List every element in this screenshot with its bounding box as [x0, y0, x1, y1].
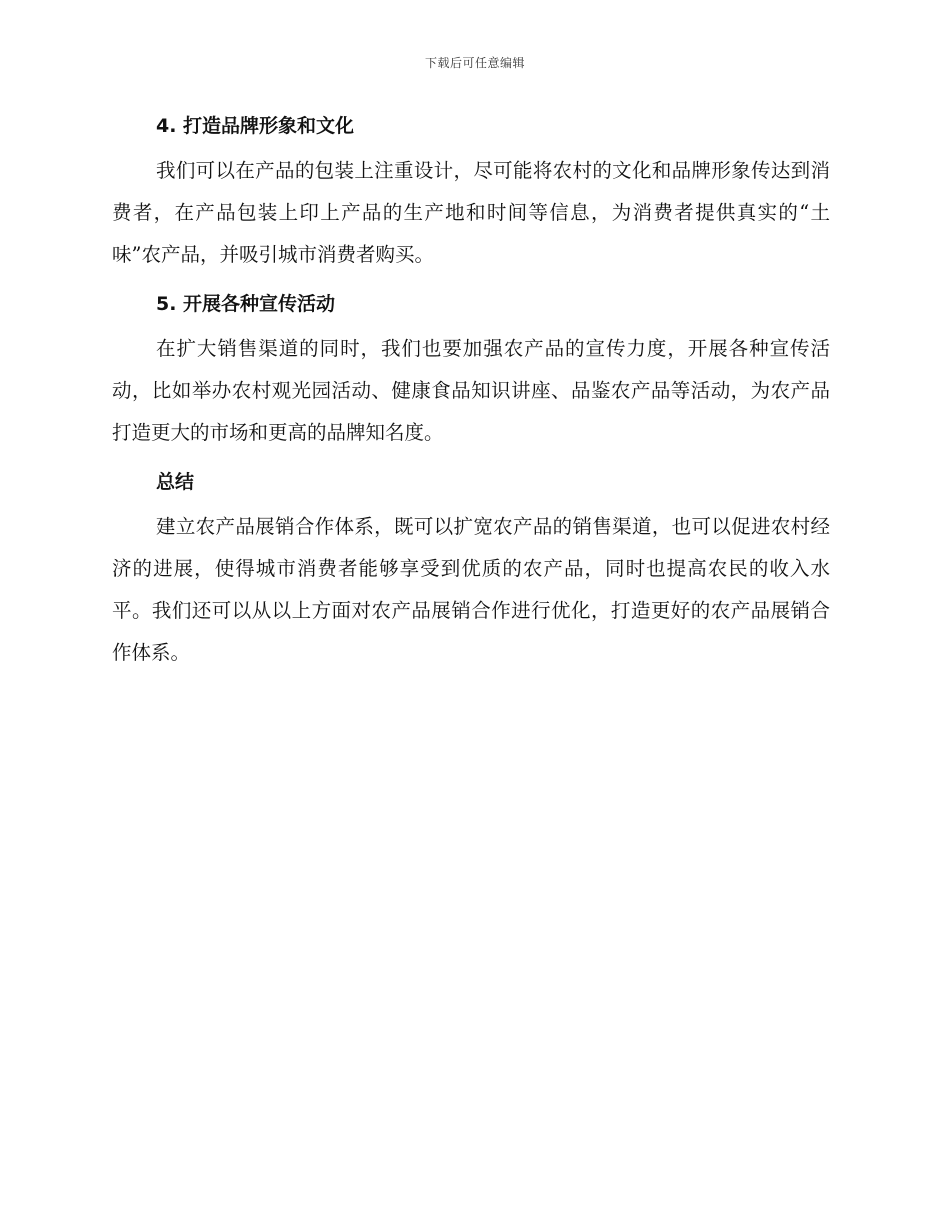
- section-summary: [112, 464, 830, 674]
- section-promotion: [112, 286, 830, 454]
- section-heading: 4. 打造品牌形象和文化: [156, 115, 355, 137]
- section-paragraph: 在扩大销售渠道的同时，我们也要加强农产品的宣传力度，开展各种宣传活动，比如举办农村观光园活动、健康食品知识讲座、品鉴农产品等活动，为农产品打造更大的市场和更高的品牌知名度。: [112, 337, 830, 444]
- section-heading: 5. 开展各种宣传活动: [156, 293, 336, 315]
- section-paragraph: 我们可以在产品的包装上注重设计，尽可能将农村的文化和品牌形象传达到消费者，在产品包装上印上产品的生产地和时间等信息，为消费者提供真实的“土味”农产品，并吸引城市消费者购买。: [112, 159, 830, 266]
- section-brand-culture: [112, 108, 830, 276]
- document-body: [112, 108, 830, 684]
- section-paragraph: 建立农产品展销合作体系，既可以扩宽农产品的销售渠道，也可以促进农村经济的进展，使得城市消费者能够享受到优质的农产品，同时也提高农民的收入水平。我们还可以从以上方面对农产品展销合作进行优化，打造更好的农产品展销合作体系。: [112, 515, 830, 664]
- section-heading: 总结: [156, 471, 195, 493]
- header-note: 下载后可任意编辑: [424, 56, 525, 70]
